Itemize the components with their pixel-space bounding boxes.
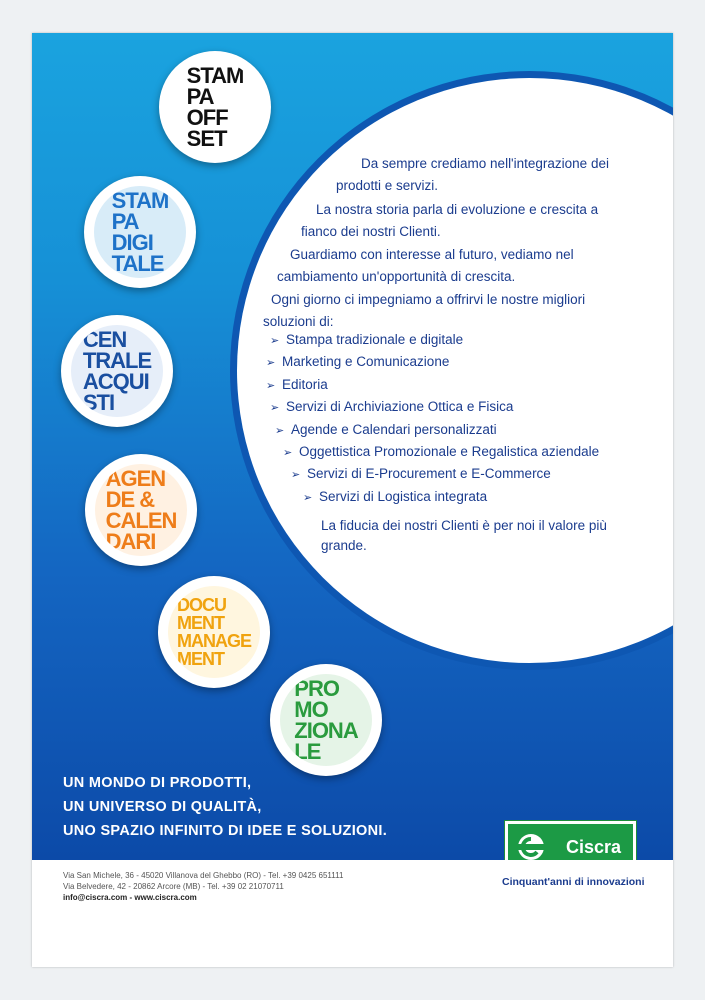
arrow-bullet-icon: ➢ (266, 357, 276, 369)
intro-line: Da sempre crediamo nell'integrazione dei (361, 156, 609, 171)
service-item: ➢ Agende e Calendari personalizzati (275, 419, 497, 442)
intro-line: fianco dei nostri Clienti. (301, 224, 441, 239)
service-item: ➢ Marketing e Comunicazione (266, 351, 449, 374)
ciscra-logo (504, 820, 637, 860)
blue-background-panel (32, 33, 673, 860)
closing-line: grande. (321, 538, 367, 553)
badge-centrale-acquisti: CEN TRALE ACQUI STI (61, 315, 173, 427)
arrow-bullet-icon: ➢ (275, 425, 285, 437)
arrow-bullet-icon: ➢ (266, 380, 276, 392)
closing-line: La fiducia dei nostri Clienti è per noi il valore più (321, 518, 607, 533)
slogan-line: UN UNIVERSO DI QUALITÀ, (63, 799, 262, 815)
service-item: ➢ Servizi di Logistica integrata (303, 486, 487, 509)
service-item: ➢ Servizi di E-Procurement e E-Commerce (291, 463, 551, 486)
intro-line: Ogni giorno ci impegniamo a offrirvi le nostre migliori (271, 292, 586, 307)
intro-line: soluzioni di: (263, 314, 334, 329)
slogan-line: UN MONDO DI PRODOTTI, (63, 775, 252, 791)
ciscra-emblem-icon (508, 824, 554, 860)
arrow-bullet-icon: ➢ (303, 492, 313, 504)
intro-line: La nostra storia parla di evoluzione e crescita a (316, 202, 599, 217)
service-item: ➢ Editoria (266, 374, 328, 397)
address-line-2: Via Belvedere, 42 - 20862 Arcore (MB) - Tel. +39 02 21070711 (63, 882, 284, 891)
service-item: ➢ Servizi di Archiviazione Ottica e Fisica (270, 396, 513, 419)
ciscra-tagline: Cinquant'anni di innovazioni (502, 876, 645, 888)
ciscra-wordmark: Ciscra (554, 824, 633, 860)
service-item: ➢ Stampa tradizionale e digitale (270, 329, 463, 352)
contact-line: info@ciscra.com - www.ciscra.com (63, 893, 197, 902)
service-item: ➢ Oggettistica Promozionale e Regalistica aziendale (283, 441, 599, 464)
arrow-bullet-icon: ➢ (270, 402, 280, 414)
intro-line: Guardiamo con interesse al futuro, vediamo nel (290, 247, 574, 262)
arrow-bullet-icon: ➢ (270, 335, 280, 347)
slogan-line: UNO SPAZIO INFINITO DI IDEE E SOLUZIONI. (63, 823, 388, 839)
address-line-1: Via San Michele, 36 - 45020 Villanova del Ghebbo (RO) - Tel. +39 0425 651111 (63, 871, 344, 880)
intro-line: prodotti e servizi. (336, 178, 439, 193)
arrow-bullet-icon: ➢ (291, 469, 301, 481)
badge-document-management: DOCU MENT MANAGE MENT (158, 576, 270, 688)
badge-stampa-offset: STAM PA OFF SET (159, 51, 271, 163)
badge-agende-calendari: AGEN DE & CALEN DARI (85, 454, 197, 566)
brochure-page (32, 33, 673, 967)
badge-promozionale: PRO MO ZIONA LE (270, 664, 382, 776)
intro-line: cambiamento un'opportunità di crescita. (277, 269, 516, 284)
badge-stampa-digitale: STAM PA DIGI TALE (84, 176, 196, 288)
arrow-bullet-icon: ➢ (283, 447, 293, 459)
